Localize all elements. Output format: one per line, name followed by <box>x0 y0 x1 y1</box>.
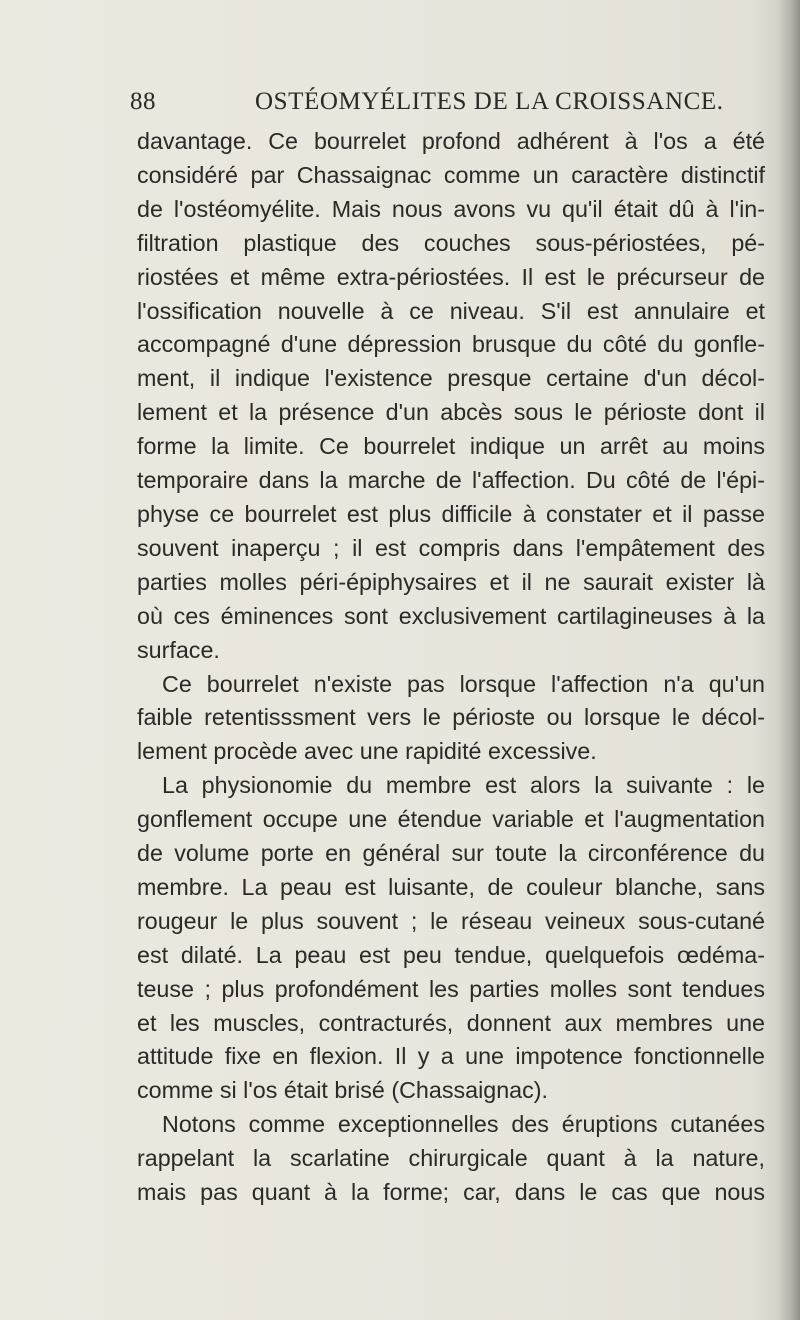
page-number: 88 <box>130 88 156 115</box>
paragraph <box>137 769 765 1108</box>
text-line: temporaire dans la marche de l'affection. Du côté de l'épi- <box>137 467 765 494</box>
text-line: membre. La peau est luisante, de couleur blanche, sans <box>137 873 765 900</box>
text-line: davantage. Ce bourrelet profond adhérent à l'os a été <box>137 128 765 154</box>
text-line: de l'ostéomyélite. Mais nous avons vu qu'il était dû à l'in- <box>137 195 765 222</box>
page-header <box>130 88 770 118</box>
text-line: surface. <box>137 636 220 663</box>
page-edge-shadow <box>778 0 800 1320</box>
text-line: faible retentisssment vers le périoste ou lorsque le décol- <box>137 704 765 731</box>
text-line: forme la limite. Ce bourrelet indique un arrêt au moins <box>137 433 765 460</box>
text-line: rappelant la scarlatine chirurgicale quant à la nature, <box>137 1145 765 1172</box>
paragraph <box>137 1108 765 1210</box>
text-line: parties molles péri-épiphysaires et il ne saurait exister là <box>137 568 765 595</box>
text-line: ment, il indique l'existence presque certaine d'un décol- <box>137 365 765 392</box>
text-line: est dilaté. La peau est peu tendue, quelquefois œdéma- <box>137 941 765 968</box>
text-line: accompagné d'une dépression brusque du côté du gonfle- <box>137 331 765 358</box>
running-title: OSTÉOMYÉLITES DE LA CROISSANCE. <box>255 88 724 115</box>
text-line: et les muscles, contracturés, donnent aux membres une <box>137 1009 765 1036</box>
body-text <box>137 125 765 1210</box>
paragraph <box>137 668 765 770</box>
text-line: de volume porte en général sur toute la circonférence du <box>137 840 765 867</box>
text-line: La physionomie du membre est alors la suivante : le <box>162 772 765 799</box>
text-line: gonflement occupe une étendue variable et l'augmentation <box>137 806 765 833</box>
text-line: lement et la présence d'un abcès sous le périoste dont il <box>137 399 765 426</box>
text-line: Ce bourrelet n'existe pas lorsque l'affection n'a qu'un <box>162 670 765 697</box>
text-line: Notons comme exceptionnelles des éruptions cutanées <box>162 1111 765 1138</box>
text-line: physe ce bourrelet est plus difficile à constater et il passe <box>137 500 765 527</box>
text-line: considéré par Chassaignac comme un caractère distinctif <box>137 161 765 188</box>
text-line: filtration plastique des couches sous-périostées, pé- <box>137 229 765 256</box>
text-line: rougeur le plus souvent ; le réseau veineux sous-cutané <box>137 907 765 934</box>
text-line: comme si l'os était brisé (Chassaignac). <box>137 1077 548 1104</box>
paragraph <box>137 125 765 668</box>
text-line: lement procède avec une rapidité excessive. <box>137 738 597 765</box>
text-line: où ces éminences sont exclusivement cartilagineuses à la <box>137 602 765 629</box>
text-line: souvent inaperçu ; il est compris dans l'empâtement des <box>137 534 765 561</box>
text-line: riostées et même extra-périostées. Il est le précurseur de <box>137 263 765 290</box>
text-line: l'ossification nouvelle à ce niveau. S'il est annulaire et <box>137 297 765 324</box>
text-line: attitude fixe en flexion. Il y a une impotence fonctionnelle <box>137 1043 765 1070</box>
text-line: teuse ; plus profondément les parties molles sont tendues <box>137 975 765 1002</box>
text-line: mais pas quant à la forme; car, dans le cas que nous <box>137 1179 765 1206</box>
